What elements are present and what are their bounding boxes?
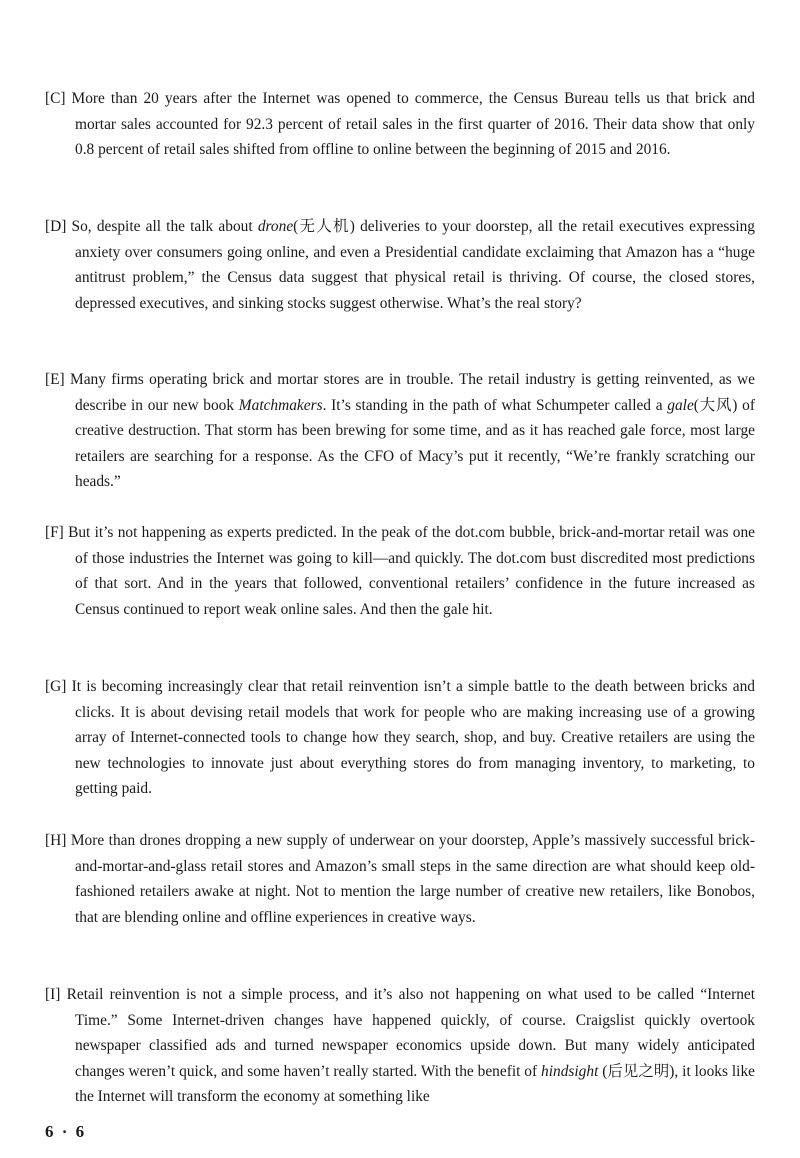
page-number: 6 · 6 <box>45 1122 87 1141</box>
paragraph-e <box>45 367 755 495</box>
text-run: [C] More than 20 years after the Internet was opened to commerce, the Census Bureau tells us that brick and mortar sales accounted for 92.3 percent of retail sales in the first quarter of 2016. Their data show that only 0.8 percent of retail sales shifted from offline to online between the beginning of 2015 and 2016. <box>45 90 755 159</box>
paragraph-d <box>45 214 755 316</box>
text-run: [H] More than drones dropping a new supply of underwear on your doorstep, Apple’s massively successful brick-and-mortar-and-glass retail stores and Amazon’s small steps in the same direction are what should keep old-fashioned retailers awake at night. Not to mention the large number of creative new retailers, like Bonobos, that are blending online and offline experiences in creative ways. <box>45 832 755 926</box>
italic-term: drone <box>257 218 294 235</box>
paragraph-g <box>45 674 755 802</box>
text-run: . It’s standing in the path of what Schumpeter called a <box>322 396 668 414</box>
paragraph-i <box>45 982 755 1110</box>
text-run: [I] Retail reinvention is not a simple process, and it’s also not happening on what used to be called “Internet Time.” Some Internet-driven changes have happened quickly, of course. Craigslist quickly overtook newspaper classified ads and turned newspaper economics upside down. But many widely anticipated changes weren’t quick, and some haven’t really started. With the benefit of <box>45 986 755 1080</box>
text-run: (大风) of creative destruction. That storm has been brewing for some time, and as it has reached gale force, most large retailers are searching for a response. As the CFO of Macy’s put it recently, “We’re frankly scratching our heads.” <box>75 396 755 491</box>
text-run: [E] Many firms operating brick and mortar stores are in trouble. The retail industry is getting reinvented, as we describe in our new book <box>45 371 755 414</box>
text-run: (无人机) deliveries to your doorstep, all the retail executives expressing anxiety over consumers going online, and even a Presidential candidate exclaiming that Amazon has a “huge antitrust problem,” the Census data suggest that physical retail is thriving. Of course, the closed stores, depressed executives, and sinking stocks suggest otherwise. What’s the real story? <box>75 218 756 312</box>
text-run: [F] But it’s not happening as experts predicted. In the peak of the dot.com bubble, brick-and-mortar retail was one of those industries the Internet was going to kill—and quickly. The dot.com bust discredited most predictions of that sort. And in the years that followed, conventional retailers’ confidence in the future increased as Census continued to report weak online sales. And then the gale hit. <box>45 524 755 618</box>
text-run: [G] It is becoming increasingly clear that retail reinvention isn’t a simple battle to the death between bricks and clicks. It is about devising retail models that work for people who are making increasing use of a growing array of Internet-connected tools to change how they search, shop, and buy. Creative retailers are using the new technologies to innovate just about everything stores do from managing inventory, to marketing, to getting paid. <box>45 678 755 798</box>
italic-term: hindsight <box>541 1062 599 1080</box>
paragraph-c <box>45 86 755 163</box>
italic-term: gale <box>667 396 694 414</box>
paragraph-f <box>45 520 755 622</box>
italic-term: Matchmakers <box>238 396 323 414</box>
text-run: [D] So, despite all the talk about <box>45 218 258 235</box>
text-run: (后见之明), it looks like the Internet will transform the economy at something like <box>75 1062 755 1106</box>
paragraph-h <box>45 828 755 930</box>
